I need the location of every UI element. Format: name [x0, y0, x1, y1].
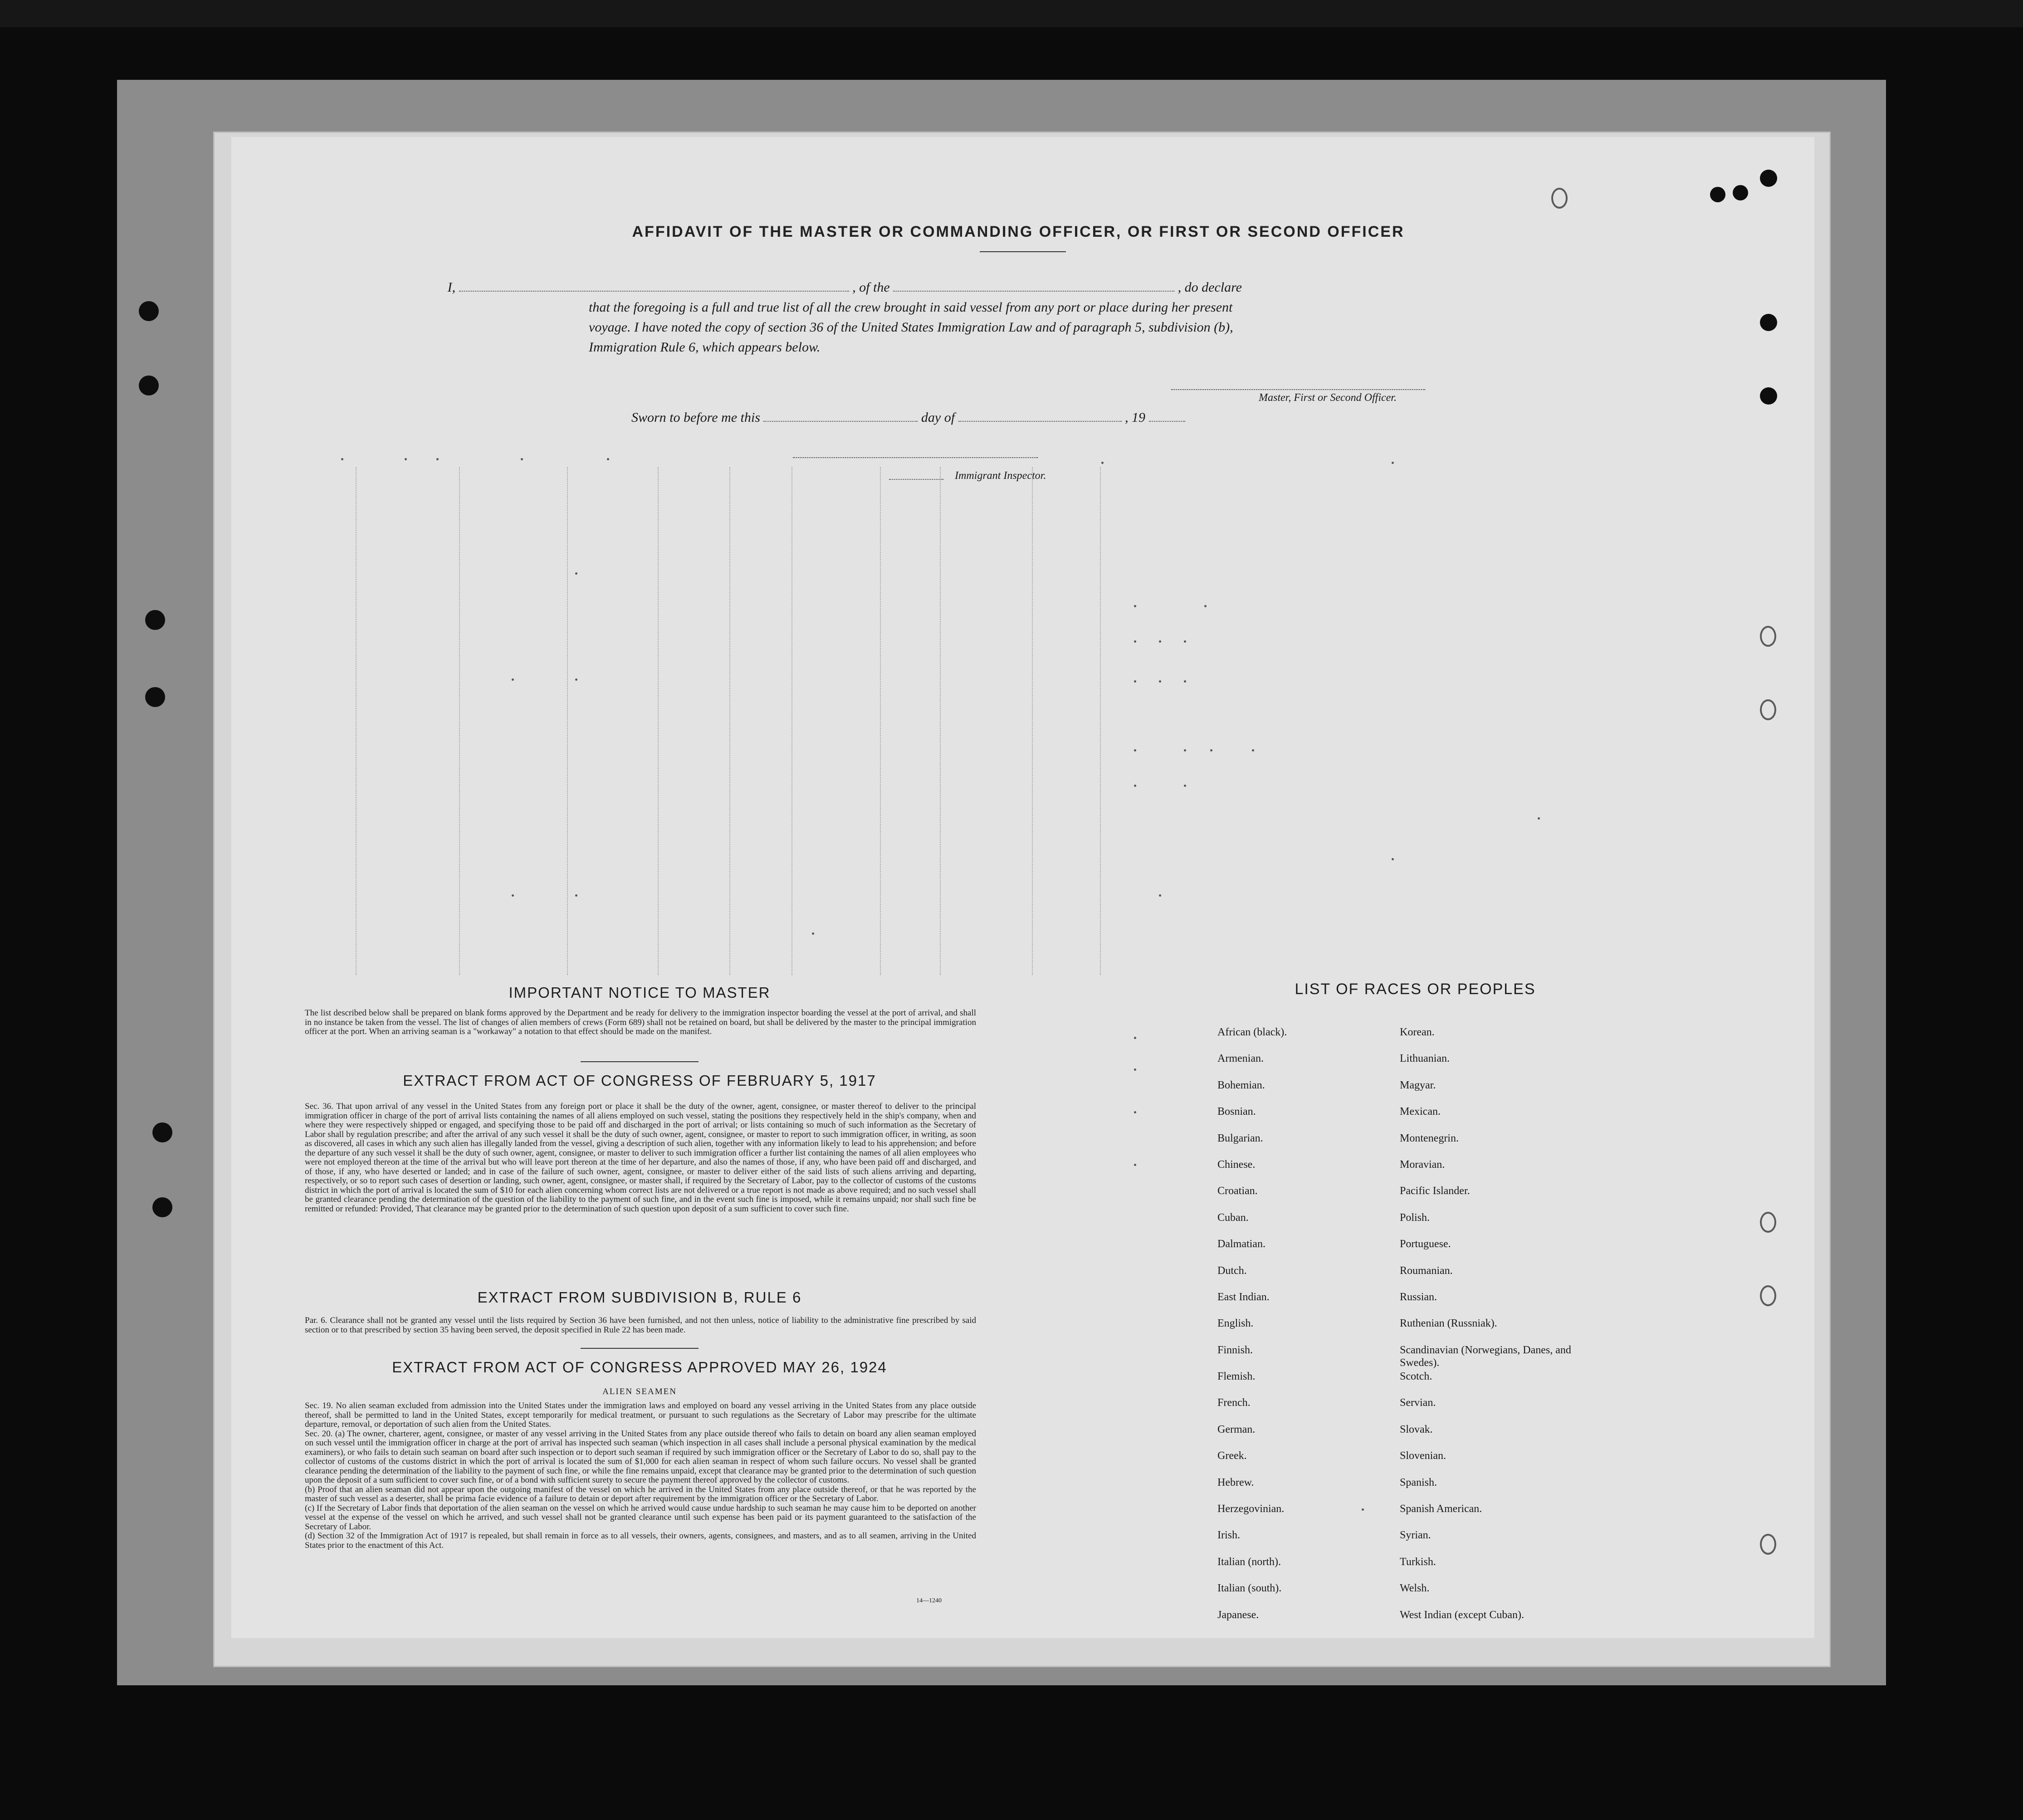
- race-entry: Bohemian.: [1217, 1079, 1265, 1091]
- race-entry: Cuban.: [1217, 1211, 1249, 1224]
- race-entry: Mexican.: [1400, 1106, 1441, 1118]
- affidavit-statement: that the foregoing is a full and true list of all the crew brought in said vessel from any port or place during her present voyage. I have noted the copy of section 36 of the United States Immigration Law and of paragraph 5, subdivision (b), Immigration Rule 6, which appears below.: [589, 300, 1233, 355]
- column-rule: [1032, 467, 1033, 975]
- column-rule: [1100, 467, 1101, 975]
- punch-hole: [1551, 188, 1568, 209]
- race-entry: Spanish American.: [1400, 1503, 1482, 1515]
- column-rule: [459, 467, 460, 975]
- vessel-blank[interactable]: [893, 279, 1174, 292]
- divider: [581, 1061, 699, 1062]
- sec-20b-text: (b) Proof that an alien seaman did not appear upon the outgoing manifest of the vessel on which he arrived in the United States from any place outside thereof, or that he was reported by the master of such vessel as a deserter, shall be prima facie evidence of a failure to detain or deport after requirement by the immigration officer or the Secretary of Labor.: [305, 1484, 976, 1503]
- bleed-dot: [1134, 1069, 1136, 1071]
- column-rule: [567, 467, 568, 975]
- sworn-year-blank[interactable]: [1149, 409, 1185, 422]
- race-entry: Armenian.: [1217, 1053, 1264, 1065]
- race-entry: Korean.: [1400, 1026, 1435, 1038]
- bleed-dot: [1184, 749, 1186, 751]
- extract-rule6-title: EXTRACT FROM SUBDIVISION B, RULE 6: [477, 1289, 802, 1306]
- declaration-line: [357, 278, 1242, 298]
- title-underline: [980, 251, 1066, 252]
- bleed-dot: [436, 458, 439, 460]
- sworn-prefix: Sworn to before me this: [631, 410, 760, 425]
- inspector-signature-line-2: [889, 479, 943, 480]
- sworn-year-label: , 19: [1125, 410, 1146, 425]
- race-entry: Spanish.: [1400, 1476, 1437, 1488]
- race-entry: Dutch.: [1217, 1264, 1247, 1277]
- alien-seamen-subtitle: ALIEN SEAMEN: [602, 1387, 677, 1396]
- race-entry: Moravian.: [1400, 1158, 1445, 1171]
- race-entry: Roumanian.: [1400, 1264, 1453, 1277]
- race-entry: Ruthenian (Russniak).: [1400, 1317, 1497, 1330]
- bleed-dot: [575, 678, 577, 681]
- bleed-dot: [1134, 1037, 1136, 1039]
- bleed-dot: [1252, 749, 1254, 751]
- signature-line[interactable]: [1171, 389, 1425, 390]
- bleed-dot: [575, 572, 577, 575]
- race-entry: Syrian.: [1400, 1529, 1431, 1542]
- bleed-dot: [575, 894, 577, 897]
- race-entry: Slovak.: [1400, 1423, 1433, 1435]
- inspector-signature-line[interactable]: [793, 457, 1038, 458]
- punch-hole: [1710, 187, 1725, 202]
- race-entry: Montenegrin.: [1400, 1132, 1459, 1144]
- punch-hole: [152, 1197, 172, 1217]
- race-entry: Scotch.: [1400, 1371, 1432, 1383]
- punch-hole: [1760, 314, 1777, 331]
- punch-hole: [1733, 185, 1748, 200]
- punch-hole: [145, 610, 165, 630]
- film-edge-top: [0, 0, 2023, 27]
- race-entry: Hebrew.: [1217, 1476, 1254, 1488]
- sworn-day-label: day of: [921, 410, 955, 425]
- races-column-1: [1217, 1026, 1372, 1635]
- race-entry: Greek.: [1217, 1450, 1247, 1462]
- race-entry: Servian.: [1400, 1397, 1436, 1409]
- punch-hole: [1760, 170, 1777, 187]
- race-entry: Polish.: [1400, 1211, 1430, 1224]
- bleed-dot: [512, 894, 514, 897]
- race-entry: Chinese.: [1217, 1158, 1256, 1171]
- bleed-dot: [1210, 749, 1212, 751]
- inspector-label: Immigrant Inspector.: [955, 470, 1046, 482]
- bleed-dot: [1134, 640, 1136, 643]
- column-rule: [658, 467, 659, 975]
- bleed-dot: [1101, 462, 1104, 464]
- race-entry: Japanese.: [1217, 1609, 1259, 1621]
- sworn-month-blank[interactable]: [958, 409, 1122, 422]
- bleed-dot: [512, 678, 514, 681]
- races-title: LIST OF RACES OR PEOPLES: [1295, 981, 1536, 998]
- bleed-dot: [607, 458, 609, 460]
- bleed-dot: [1159, 680, 1161, 683]
- race-entry: Croatian.: [1217, 1185, 1258, 1197]
- race-entry: Dalmatian.: [1217, 1238, 1266, 1250]
- notice-title: IMPORTANT NOTICE TO MASTER: [508, 984, 771, 1001]
- punch-hole: [145, 687, 165, 707]
- bleed-dot: [341, 458, 343, 460]
- sec-20d-text: (d) Section 32 of the Immigration Act of 1917 is repealed, but shall remain in force as to all vessels, their owners, agents, consignees, and masters, and as to all seamen, arriving in the United States prior to the enactment of this Act.: [305, 1531, 976, 1550]
- bleed-dot: [1204, 605, 1207, 607]
- column-rule: [356, 467, 357, 975]
- race-entry: Bulgarian.: [1217, 1132, 1263, 1144]
- punch-hole: [1760, 1285, 1776, 1306]
- extract-1924-text: [305, 1401, 976, 1550]
- divider: [581, 1348, 699, 1349]
- affidavit-title: AFFIDAVIT OF THE MASTER OR COMMANDING OFFICER, OR FIRST OR SECOND OFFICER: [632, 223, 1405, 240]
- sec-19-text: Sec. 19. No alien seaman excluded from admission into the United States under the immigration laws and employed on board any vessel arriving in the United States from any place outside thereof, shall be permitted to land in the United States, except temporarily for medical treatment, or pursuant to such regulations as the Secretary of Labor may prescribe for the ultimate departure, removal, or deportation of such alien from the United States.: [305, 1401, 976, 1429]
- sec-20c-text: (c) If the Secretary of Labor finds that deportation of the alien seaman on the vessel on which he arrived would cause undue hardship to such seaman he may cause him to be deported on another vessel at the expense of the vessel on which he arrived, and such vessel shall not be granted clearance until such expense has been paid or its payment guaranteed to the satisfaction of the Secretary of Labor.: [305, 1503, 976, 1532]
- punch-hole: [1760, 387, 1777, 405]
- race-entry: English.: [1217, 1317, 1254, 1330]
- race-entry: Turkish.: [1400, 1556, 1436, 1568]
- punch-hole: [1760, 626, 1776, 647]
- affidavit-body-block: [357, 278, 1242, 357]
- race-entry: Russian.: [1400, 1291, 1437, 1303]
- punch-hole: [139, 301, 159, 321]
- race-entry: East Indian.: [1217, 1291, 1270, 1303]
- declare-mid: , of the: [852, 280, 890, 295]
- races-column-2: [1400, 1026, 1572, 1635]
- bleed-dot: [1392, 462, 1394, 464]
- race-entry: Finnish.: [1217, 1344, 1253, 1356]
- bleed-dot: [1134, 749, 1136, 751]
- bleed-dot: [1134, 1164, 1136, 1166]
- bleed-dot: [1184, 640, 1186, 643]
- sec-20a-text: Sec. 20. (a) The owner, charterer, agent, consignee, or master of any vessel arriving in the United States from any place outside thereof who fails to detain on board any alien seaman employed on such vessel until the immigration officer in charge at the port of arrival has inspected such seaman (which inspection in all cases shall include a personal physical examination by the medical examiners), or who fails to detain such seaman on board after such inspection or to deport such seaman if required by such immigration officer or the Secretary of Labor to do so, shall pay to the collector of customs of the customs district in which the port of arrival is located the sum of $1,000 for each alien seaman in respect of whom such failure occurs. No vessel shall be granted clearance pending the determination of the liability to the payment of such fine, or while the fine remains unpaid, except that clearance may be granted prior to the determination of such question upon the deposit of a sum sufficient to cover such fine, or of a bond with sufficient surety to secure the payment thereof approved by the collector of customs.: [305, 1429, 976, 1485]
- punch-hole: [152, 1122, 172, 1142]
- punch-hole: [139, 376, 159, 395]
- punch-hole: [1760, 699, 1776, 720]
- bleed-dot: [1184, 785, 1186, 787]
- signature-label: Master, First or Second Officer.: [1259, 392, 1397, 404]
- bleed-dot: [1134, 1111, 1136, 1113]
- column-rule: [880, 467, 881, 975]
- name-blank[interactable]: [459, 279, 849, 292]
- race-entry: Slovenian.: [1400, 1450, 1446, 1462]
- extract-rule6-text: Par. 6. Clearance shall not be granted any vessel until the lists required by Section 36 have been furnished, and not then unless, notice of liability to the administrative fine prescribed by said section or to that prescribed by section 35 having been served, the deposit specified in Rule 22 has been made.: [305, 1316, 976, 1335]
- race-entry: French.: [1217, 1397, 1251, 1409]
- sworn-day-blank[interactable]: [763, 409, 918, 422]
- bleed-dot: [1184, 680, 1186, 683]
- form-number: 14—1240: [916, 1597, 942, 1604]
- bleed-dot: [1538, 817, 1540, 820]
- race-entry: German.: [1217, 1423, 1256, 1435]
- declare-prefix: I,: [447, 280, 456, 295]
- race-entry: African (black).: [1217, 1026, 1287, 1038]
- bleed-dot: [812, 932, 814, 935]
- race-entry: Italian (north).: [1217, 1556, 1281, 1568]
- race-entry: Pacific Islander.: [1400, 1185, 1470, 1197]
- punch-hole: [1760, 1212, 1776, 1233]
- bleed-dot: [1392, 858, 1394, 860]
- race-entry: Portuguese.: [1400, 1238, 1451, 1250]
- declare-suffix: , do declare: [1178, 280, 1242, 295]
- race-entry: West Indian (except Cuban).: [1400, 1609, 1524, 1621]
- race-entry: Flemish.: [1217, 1371, 1256, 1383]
- extract-1917-title: EXTRACT FROM ACT OF CONGRESS OF FEBRUARY 5, 1917: [403, 1072, 876, 1089]
- bleed-dot: [405, 458, 407, 460]
- sworn-line: [631, 409, 1185, 425]
- race-entry: Magyar.: [1400, 1079, 1436, 1091]
- bleed-dot: [1134, 785, 1136, 787]
- extract-1917-text: Sec. 36. That upon arrival of any vessel in the United States from any foreign port or place it shall be the duty of the owner, agent, consignee, or master thereof to deliver to the principal immigration officer in charge of the port of arrival lists containing the names of all aliens employed on such vessel, stating the positions they respectively held in the ship's company, when and where they were respectively shipped or engaged, and specifying those to be paid off and discharged in the port of arrival; or lists containing so much of such information as the Secretary of Labor shall by regulation prescribe; and after the arrival of any such vessel it shall be the duty of such owner, agent, consignee, or master to report to such immigration officer, in writing, as soon as discovered, all cases in which any such alien has illegally landed from the vessel, giving a description of such alien, together with any information likely to lead to his apprehension; and before the departure of any such vessel it shall be the duty of such owner, agent, consignee, or master to deliver to such immigration officer a further list containing the names of all alien employees who were not employed thereon at the time of the arrival but who will leave port thereon at the time of her departure, and also the names of those, if any, who have been paid off and discharged, and of those, if any, who have deserted or landed; and in case of the failure of such owner, agent, consignee, or master to deliver either of the said lists of such aliens arriving and departing, respectively, or so to report such cases of desertion or landing, such owner, agent, consignee, or master shall, if required by the Secretary of Labor, pay to the collector of customs of the customs district in which the port of arrival is located the sum of $10 for each alien concerning whom correct lists are not delivered or a true report is not made as above required; and no such vessel shall be granted clearance pending the determination of the question of the liability to the payment of such fine, and in the event such fine is imposed, while it remains unpaid; nor shall such fine be remitted or refunded: Provided, That clearance may be granted prior to the determination of such question upon deposit of a sum sufficient to cover such fine.: [305, 1102, 976, 1214]
- race-entry: Irish.: [1217, 1529, 1240, 1542]
- bleed-dot: [1159, 894, 1161, 897]
- punch-hole: [1760, 1534, 1776, 1555]
- race-entry: Welsh.: [1400, 1582, 1430, 1595]
- bleed-dot: [521, 458, 523, 460]
- column-rule: [940, 467, 941, 975]
- race-entry: Italian (south).: [1217, 1582, 1282, 1595]
- race-entry: Herzegovinian.: [1217, 1503, 1285, 1515]
- race-entry: Bosnian.: [1217, 1106, 1256, 1118]
- bleed-dot: [1159, 640, 1161, 643]
- notice-text: The list described below shall be prepared on blank forms approved by the Department and be ready for delivery to the immigration inspector boarding the vessel at the port of arrival, and shall in no instance be taken from the vessel. The list of changes of alien members of crews (Form 689) shall not be retained on board, but shall be delivered by the master to the principal immigration officer at the port. When an arriving seaman is a "workaway" a notation to that effect should be made on the manifest.: [305, 1008, 976, 1036]
- bleed-dot: [1134, 680, 1136, 683]
- race-entry: Lithuanian.: [1400, 1053, 1450, 1065]
- column-rule: [729, 467, 730, 975]
- bleed-dot: [1134, 605, 1136, 607]
- extract-1924-title: EXTRACT FROM ACT OF CONGRESS APPROVED MAY 26, 1924: [392, 1359, 887, 1376]
- race-entry: Scandinavian (Norwegians, Danes, and Swedes).: [1400, 1344, 1571, 1369]
